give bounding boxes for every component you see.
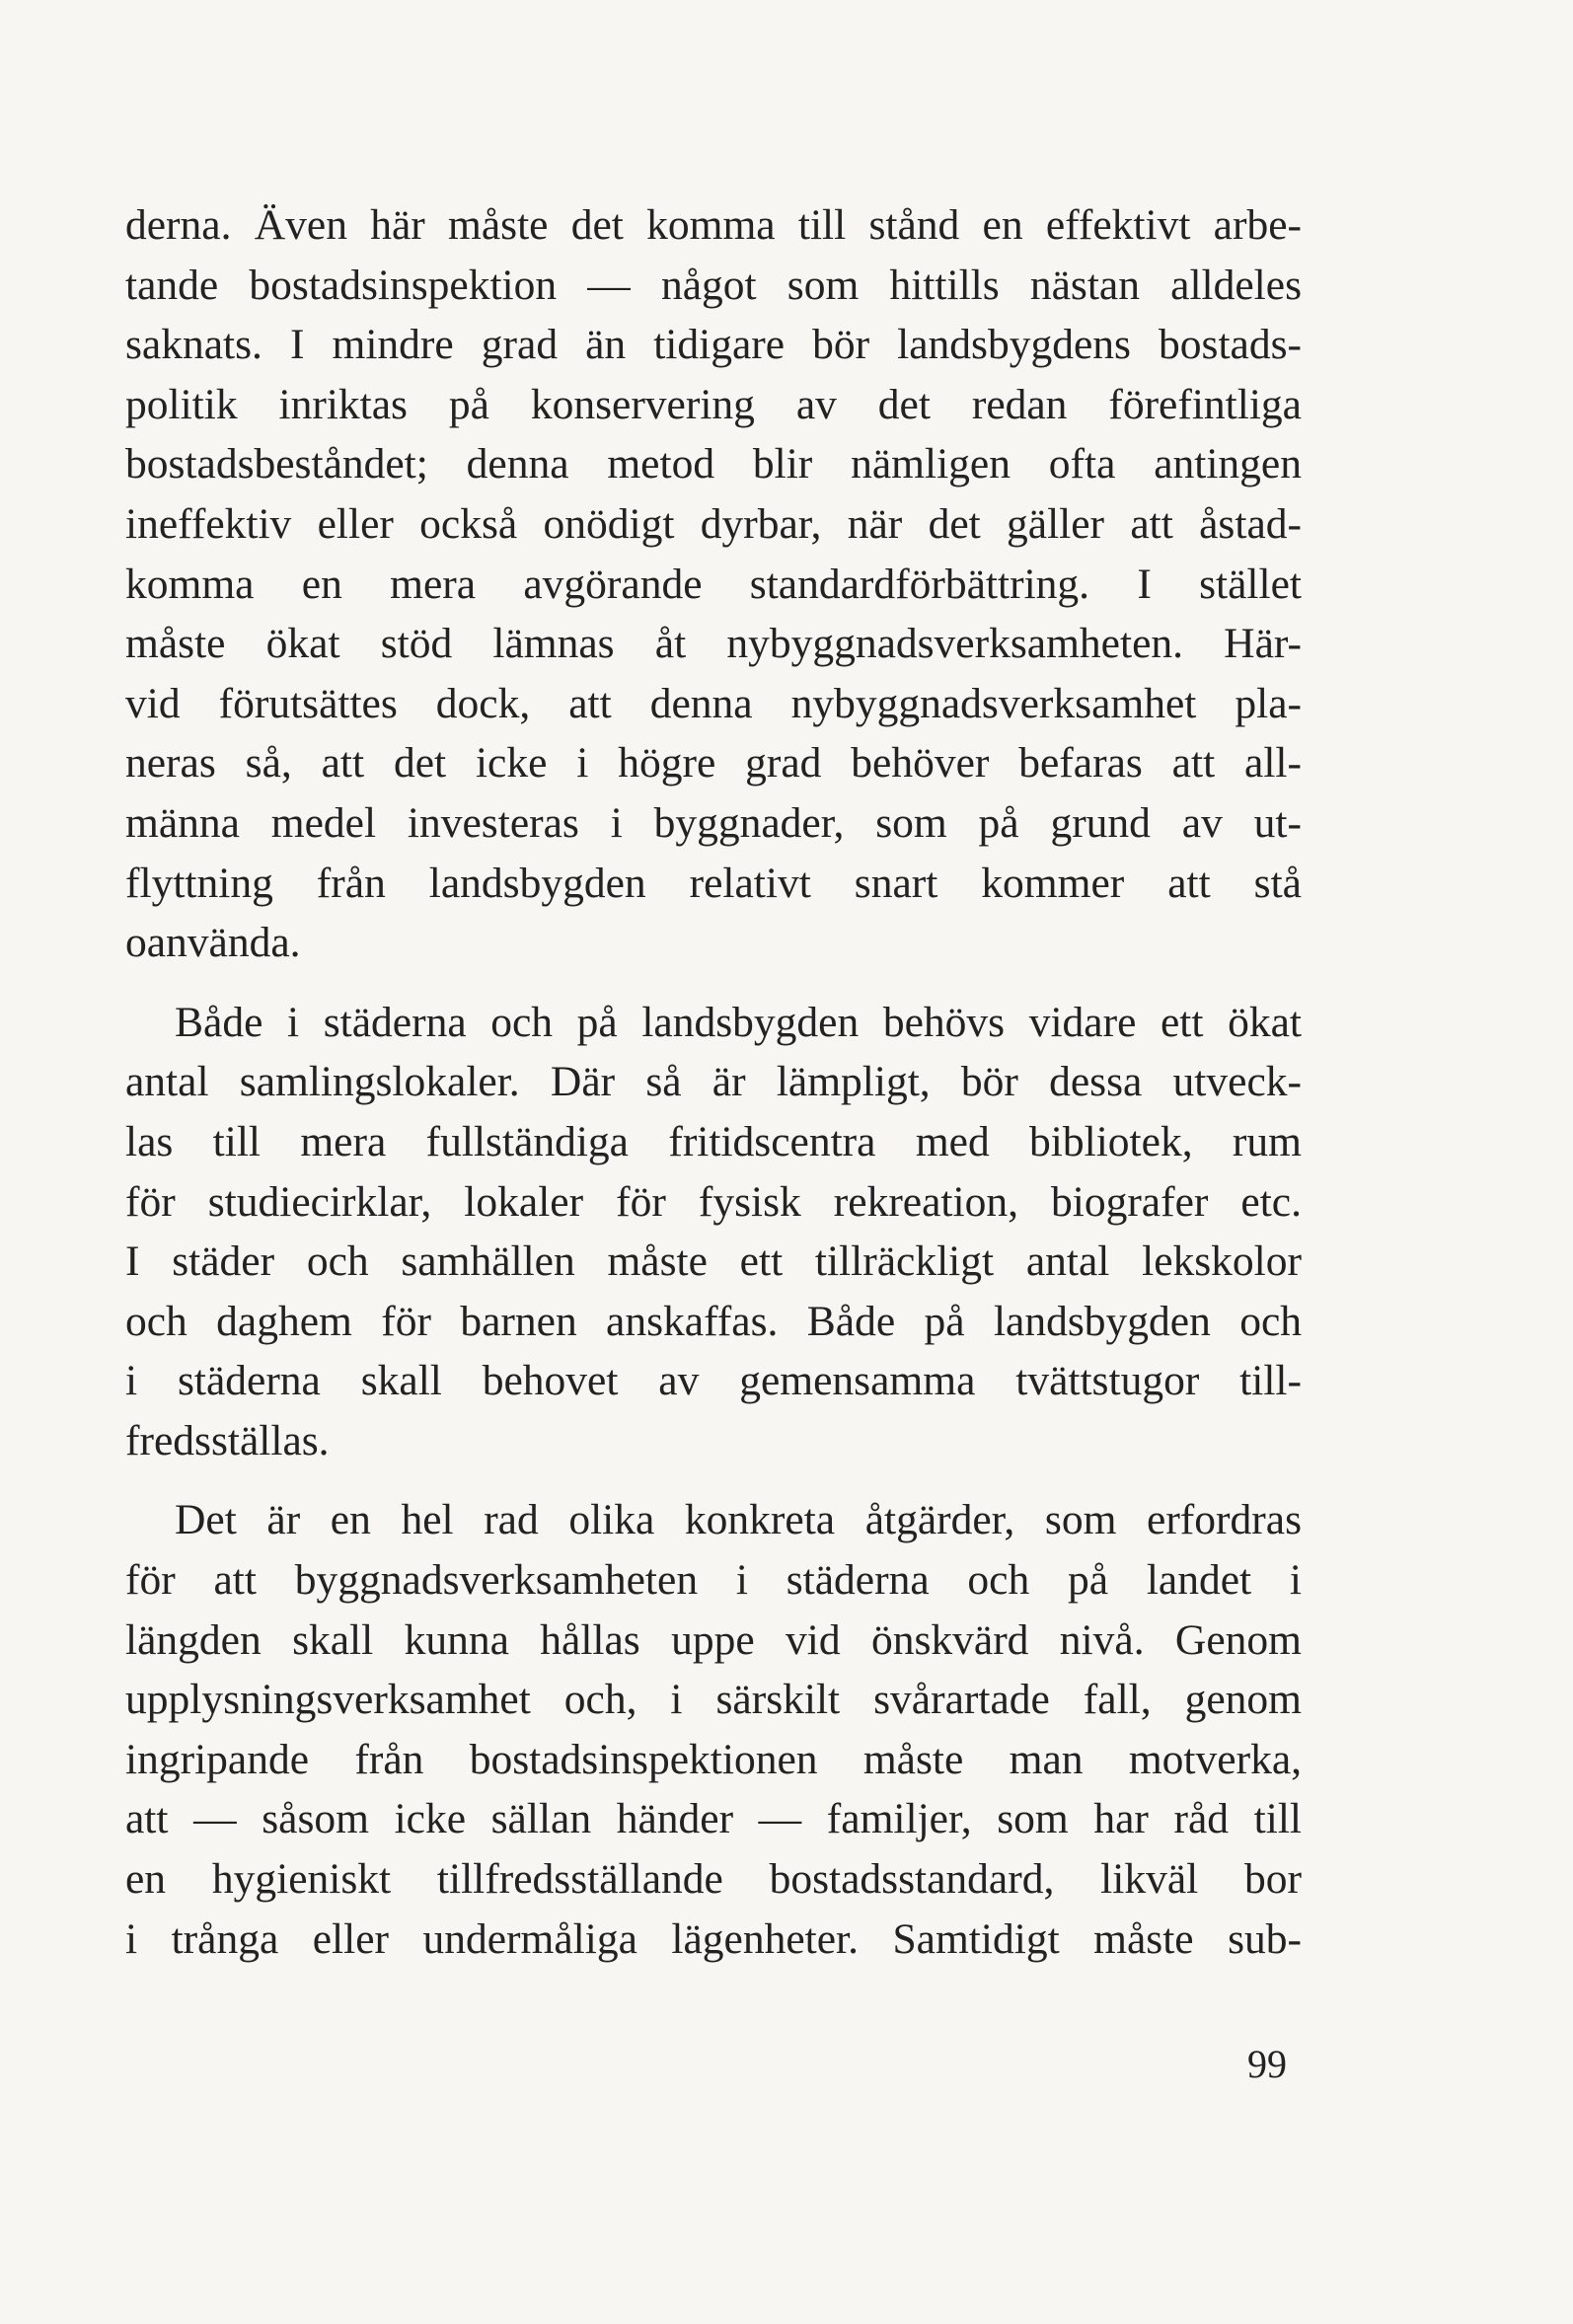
text-line: att — såsom icke sällan händer — familjer, som har råd till	[125, 1795, 1302, 1843]
text-line: för att byggnadsverksamheten i städerna och på landet i	[125, 1556, 1302, 1605]
text-line: en hygieniskt tillfredsställande bostadsstandard, likväl bor	[125, 1855, 1302, 1904]
text-line: fredsställas.	[125, 1416, 330, 1464]
text-line: ingripande från bostadsinspektionen måste man motverka,	[125, 1735, 1302, 1783]
text-line: antal samlingslokaler. Där så är lämpligt, bör dessa utveck-	[125, 1058, 1302, 1106]
text-line: flyttning från landsbygden relativt snart kommer att stå	[125, 859, 1302, 907]
text-line: måste ökat stöd lämnas åt nybyggnadsverksamheten. Här-	[125, 620, 1302, 668]
text-line: för studiecirklar, lokaler för fysisk rekreation, biografer etc.	[125, 1177, 1302, 1226]
body-text	[125, 195, 1302, 1969]
text-line: och daghem för barnen anskaffas. Både på landsbygden och	[125, 1297, 1302, 1345]
text-line: Det är en hel rad olika konkreta åtgärder, som erfordras	[175, 1496, 1302, 1544]
text-line: las till mera fullständiga fritidscentra med bibliotek, rum	[125, 1117, 1302, 1165]
text-line: vid förutsättes dock, att denna nybyggnadsverksamhet pla-	[125, 679, 1302, 727]
text-line: längden skall kunna hållas uppe vid önskvärd nivå. Genom	[125, 1615, 1302, 1664]
paragraph	[125, 1490, 1302, 1969]
text-line: Både i städerna och på landsbygden behövs vidare ett ökat	[175, 998, 1302, 1046]
text-line: neras så, att det icke i högre grad behöver befaras att all-	[125, 739, 1302, 787]
text-line: derna. Även här måste det komma till stånd en effektivt arbe-	[125, 201, 1302, 249]
text-line: i trånga eller undermåliga lägenheter. Samtidigt måste sub-	[125, 1914, 1302, 1963]
text-line: i städerna skall behovet av gemensamma tvättstugor till-	[125, 1357, 1302, 1405]
text-line: ineffektiv eller också onödigt dyrbar, när det gäller att åstad-	[125, 499, 1302, 548]
paragraph	[125, 195, 1302, 973]
text-line: upplysningsverksamhet och, i särskilt svårartade fall, genom	[125, 1676, 1302, 1724]
text-line: saknats. I mindre grad än tidigare bör landsbygdens bostads-	[125, 321, 1302, 369]
paragraph	[125, 993, 1302, 1471]
text-line: bostadsbeståndet; denna metod blir nämligen ofta antingen	[125, 440, 1302, 488]
text-line: oanvända.	[125, 919, 301, 967]
text-line: männa medel investeras i byggnader, som på grund av ut-	[125, 798, 1302, 847]
page-number: 99	[1247, 2042, 1287, 2086]
text-line: I städer och samhällen måste ett tillräckligt antal lekskolor	[125, 1237, 1302, 1286]
text-line: tande bostadsinspektion — något som hittills nästan alldeles	[125, 261, 1302, 309]
text-line: politik inriktas på konservering av det redan förefintliga	[125, 380, 1302, 428]
text-line: komma en mera avgörande standardförbättring. I stället	[125, 560, 1302, 608]
